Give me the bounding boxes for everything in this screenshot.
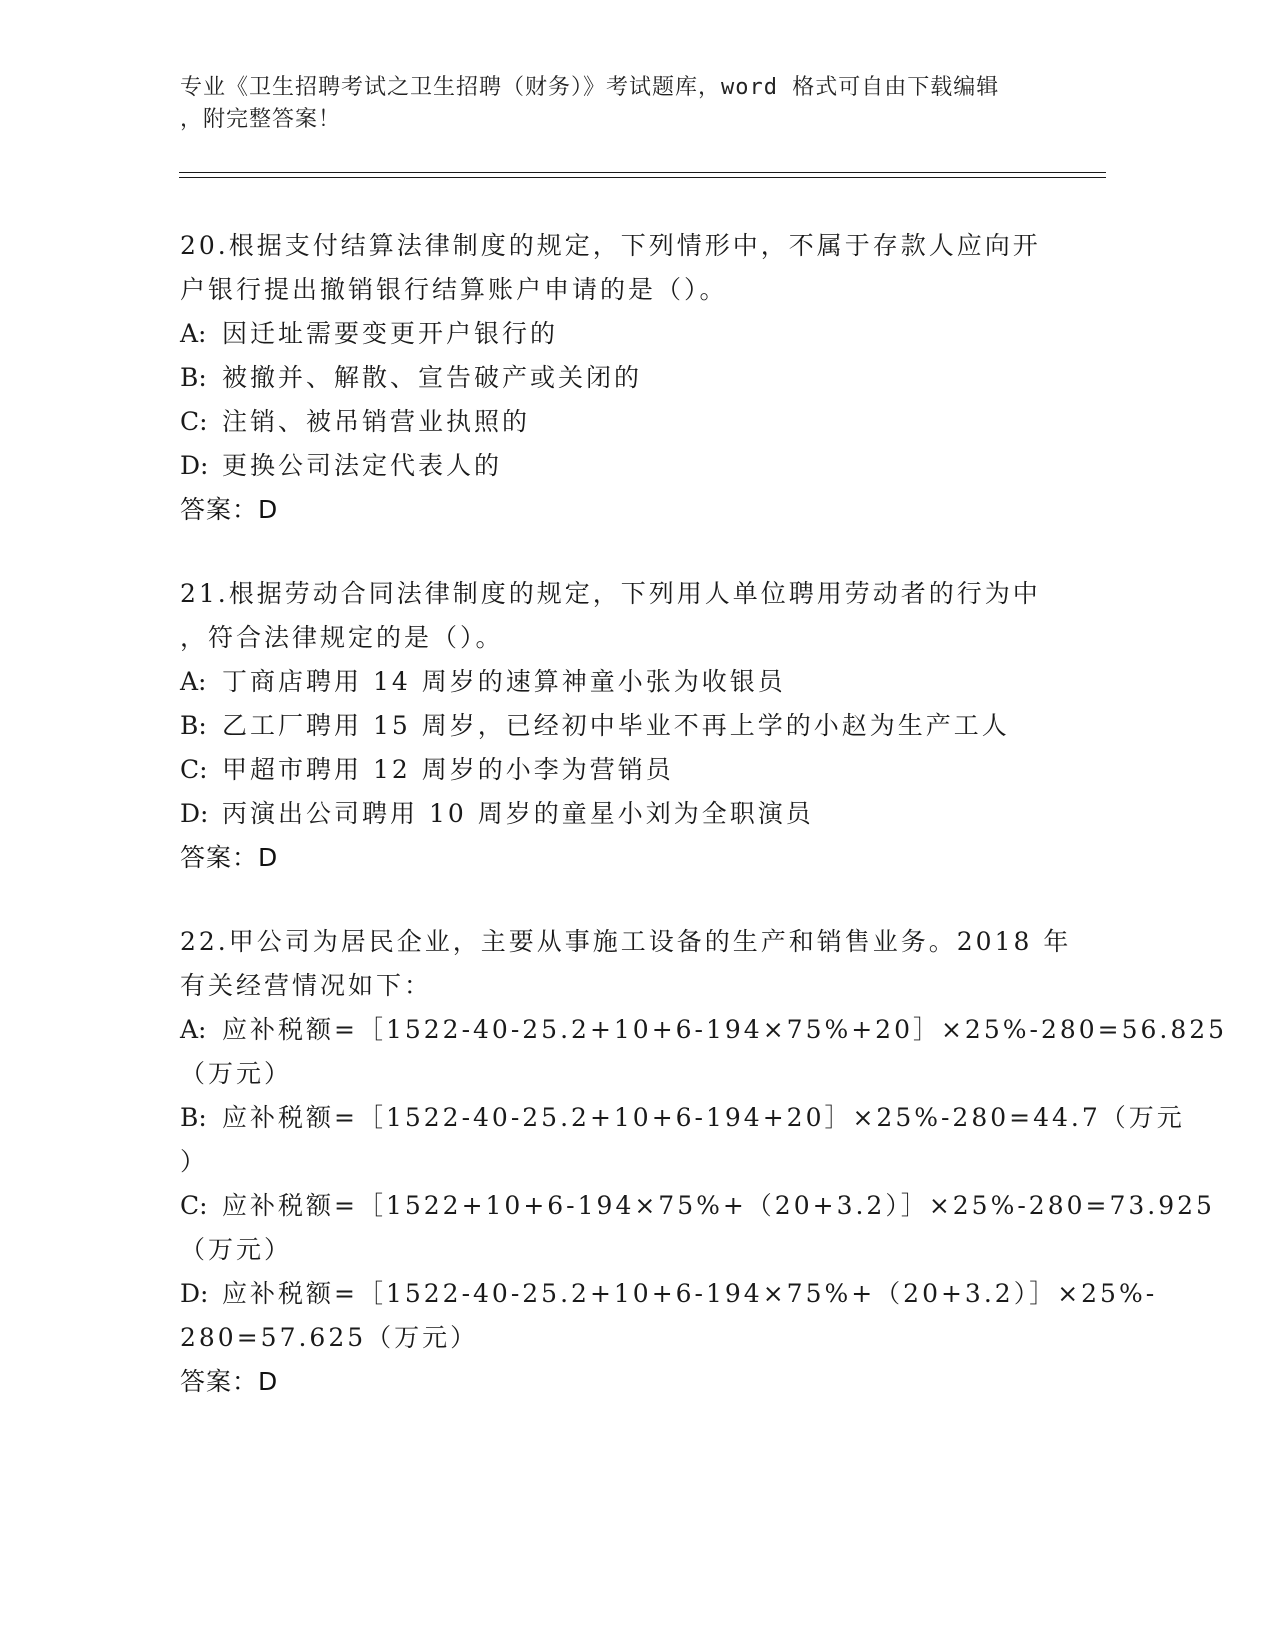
answer-label: 答案：D [180, 843, 279, 872]
option-key: D: [180, 451, 209, 480]
option-key: B: [180, 711, 207, 740]
option-key: A: [180, 1015, 207, 1044]
option-a-continuation: （万元） [180, 1059, 293, 1088]
option-d [180, 444, 1060, 488]
header-divider-top [179, 172, 1106, 173]
option-c-continuation: （万元） [180, 1235, 293, 1264]
question-stem-line: 21.根据劳动合同法律制度的规定，下列用人单位聘用劳动者的行为中 [180, 579, 1041, 608]
header-line-1: 专业《卫生招聘考试之卫生招聘（财务）》考试题库，word 格式可自由下载编辑 [180, 75, 1000, 100]
question-stem-line: 有关经营情况如下： [180, 971, 433, 1000]
answer-label: 答案：D [180, 495, 279, 524]
option-key: A: [180, 319, 207, 348]
question-20 [180, 224, 1060, 532]
option-a [180, 660, 1060, 704]
option-text: 应补税额=［1522-40-25.2+10+6-194×75%+20］×25%-280=56.825 [222, 1015, 1228, 1044]
option-key: B: [180, 363, 207, 392]
option-b-continuation: ） [180, 1147, 209, 1176]
header-line-2: ，附完整答案！ [180, 107, 342, 132]
option-text: 因迁址需要变更开户银行的 [222, 319, 559, 348]
question-stem-line: ，符合法律规定的是（）。 [180, 623, 504, 652]
option-c [180, 400, 1060, 444]
answer-label: 答案：D [180, 1367, 279, 1396]
option-text: 应补税额=［1522-40-25.2+10+6-194×75%+（20+3.2）］×25%- [222, 1279, 1158, 1308]
option-c [180, 1184, 1215, 1228]
question-stem-line: 户银行提出撤销银行结算账户申请的是（）。 [180, 275, 728, 304]
option-text: 更换公司法定代表人的 [222, 451, 503, 480]
option-text: 应补税额=［1522+10+6-194×75%+（20+3.2）］×25%-280=73.925 [222, 1191, 1215, 1220]
option-text: 甲超市聘用 12 周岁的小李为营销员 [222, 755, 674, 784]
option-a [180, 312, 1060, 356]
option-key: C: [180, 407, 208, 436]
question-21 [180, 572, 1060, 880]
question-stem-line: 22.甲公司为居民企业，主要从事施工设备的生产和销售业务。2018 年 [180, 927, 1072, 956]
option-text: 应补税额=［1522-40-25.2+10+6-194+20］×25%-280=44.7（万元 [222, 1103, 1185, 1132]
option-text: 被撤并、解散、宣告破产或关闭的 [222, 363, 643, 392]
option-b [180, 704, 1060, 748]
option-key: C: [180, 1191, 208, 1220]
question-22 [180, 920, 1228, 1404]
option-text: 乙工厂聘用 15 周岁，已经初中毕业不再上学的小赵为生产工人 [222, 711, 1010, 740]
option-b [180, 1096, 1185, 1140]
option-a [180, 1008, 1228, 1052]
option-key: A: [180, 667, 207, 696]
option-text: 注销、被吊销营业执照的 [222, 407, 531, 436]
option-text: 丙演出公司聘用 10 周岁的童星小刘为全职演员 [222, 799, 814, 828]
option-key: D: [180, 799, 209, 828]
option-text: 丁商店聘用 14 周岁的速算神童小张为收银员 [222, 667, 786, 696]
option-c [180, 748, 1060, 792]
option-d-continuation: 280=57.625（万元） [180, 1323, 479, 1352]
option-d [180, 1272, 1158, 1316]
document-header [180, 72, 1060, 136]
option-b [180, 356, 1060, 400]
header-divider-bottom [179, 177, 1106, 178]
option-key: B: [180, 1103, 207, 1132]
option-key: C: [180, 755, 208, 784]
option-key: D: [180, 1279, 209, 1308]
option-d [180, 792, 1060, 836]
question-stem-line: 20.根据支付结算法律制度的规定，下列情形中，不属于存款人应向开 [180, 231, 1041, 260]
